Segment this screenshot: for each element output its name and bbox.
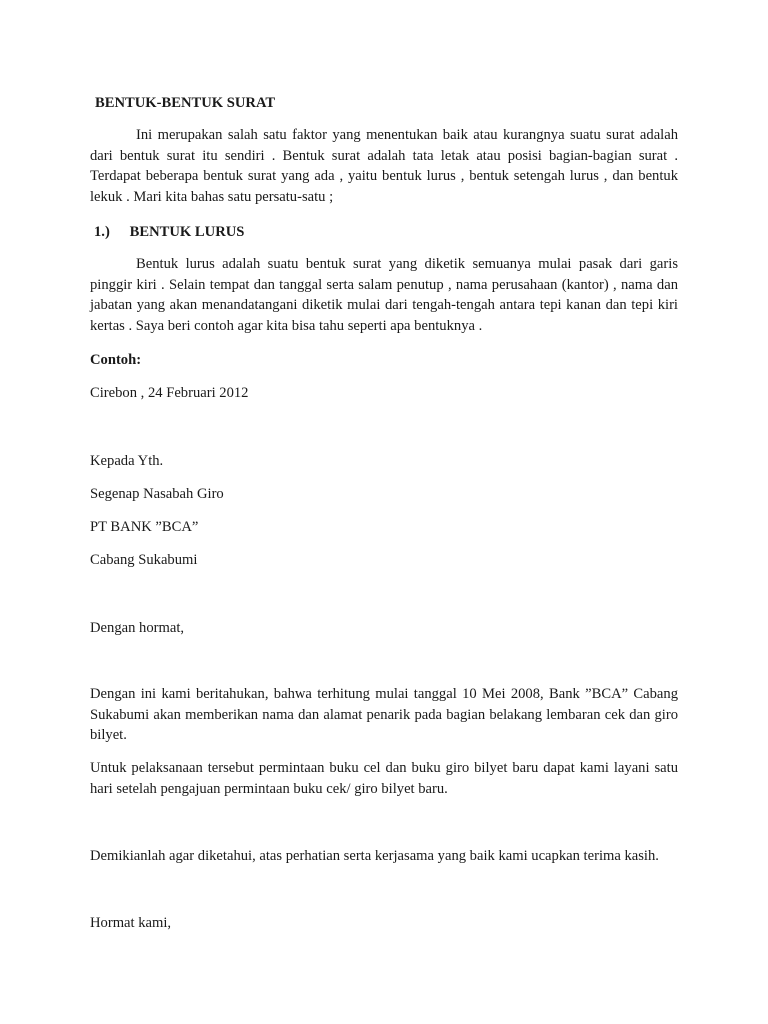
letter-recipient-to: Kepada Yth. (90, 453, 164, 469)
letter-recipient-branch: Cabang Sukabumi (90, 552, 198, 568)
example-label: Contoh: (90, 352, 142, 368)
letter-place-date: Cirebon , 24 Februari 2012 (90, 385, 249, 401)
section-body-paragraph: Bentuk lurus adalah suatu bentuk surat yang diketik semuanya mulai pasak dari garis pinggir kiri . Selain tempat dan tanggal serta salam penutup , nama perusahaan (kantor) , nama dan jabatan yang akan menandatangani diketik mulai dari tengah-tengah antara tepi kanan dan tepi kiri kertas . Saya beri contoh agar kita bisa tahu seperti apa bentuknya . (90, 256, 678, 334)
section-title: BENTUK LURUS (129, 224, 245, 240)
section-heading (94, 222, 682, 243)
letter-closing: Hormat kami, (90, 915, 172, 931)
intro-paragraph: Ini merupakan salah satu faktor yang menentukan baik atau kurangnya suatu surat adalah dari bentuk surat itu sendiri . Bentuk surat adalah tata letak atau posisi bagian-bagian surat . Terdapat beberapa bentuk surat yang ada , yaitu bentuk lurus , bentuk setengah lurus , dan bentuk lekuk . Mari kita bahas satu persatu-satu ; (90, 127, 678, 205)
letter-paragraph-2: Untuk pelaksanaan tersebut permintaan buku cel dan buku giro bilyet baru dapat kami layani satu hari setelah pengajuan permintaan buku cek/ giro bilyet baru. (90, 760, 678, 797)
section-number: 1.) (94, 224, 110, 240)
document-title: BENTUK-BENTUK SURAT (95, 95, 276, 111)
letter-recipient-name: Segenap Nasabah Giro (90, 486, 224, 502)
letter-closing-paragraph: Demikianlah agar diketahui, atas perhatian serta kerjasama yang baik kami ucapkan terima kasih. (90, 848, 659, 864)
letter-paragraph-1: Dengan ini kami beritahukan, bahwa terhitung mulai tanggal 10 Mei 2008, Bank ”BCA” Cabang Sukabumi akan memberikan nama dan alamat penarik pada bagian belakang lembaran cek dan giro bilyet. (90, 686, 678, 743)
letter-recipient-company: PT BANK ”BCA” (90, 519, 199, 535)
letter-greeting: Dengan hormat, (90, 620, 185, 636)
